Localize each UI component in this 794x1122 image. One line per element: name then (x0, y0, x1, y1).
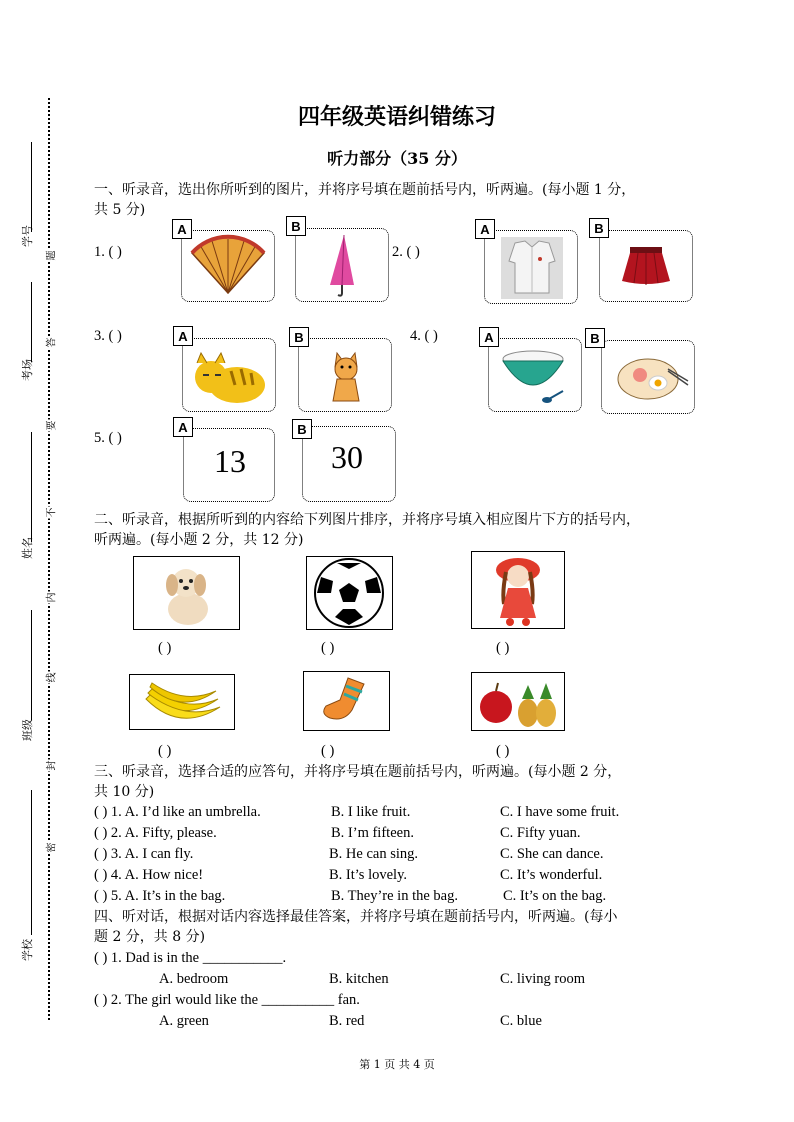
option-b-tag: B (289, 327, 309, 347)
s3-question[interactable]: ( ) 2. A. Fifty, please. (94, 825, 217, 841)
q5-option-a[interactable] (183, 428, 275, 502)
s3-question[interactable]: ( ) 3. A. I can fly. (94, 846, 194, 862)
tiger-icon (183, 339, 275, 411)
section2-heading: 二、听录音，根据所听到的内容给下列图片排序，并将序号填入相应图片下方的括号内， (94, 512, 640, 528)
bananas-icon (130, 675, 234, 729)
class-blank[interactable] (31, 610, 32, 720)
class-label: 班级 (21, 719, 34, 741)
page-title: 四年级英语纠错练习 (297, 104, 496, 130)
option-a-tag: A (173, 417, 193, 437)
exam-room-label: 考场 (21, 359, 34, 381)
option-b-tag: B (292, 419, 312, 439)
number-13: 13 (214, 443, 246, 479)
folding-fan-icon (182, 231, 274, 301)
seal-char: 答 (43, 337, 58, 349)
s3-option-c: C. Fifty yuan. (500, 825, 581, 841)
number-30: 30 (331, 439, 363, 475)
binding-dotted-line (48, 98, 50, 1020)
exam-room-blank[interactable] (31, 282, 32, 362)
picture-bananas (129, 674, 235, 730)
umbrella-icon (296, 229, 388, 301)
section1-heading: 一、听录音，选出你所听到的图片，并将序号填在题前括号内，听两遍。(每小题 1 分， (94, 182, 636, 198)
s4-question[interactable]: ( ) 1. Dad is in the ___________. (94, 950, 287, 966)
order-bracket[interactable]: ( ) (158, 640, 172, 656)
order-bracket[interactable]: ( ) (321, 743, 335, 759)
skirt-icon (600, 231, 692, 301)
picture-apple-pineapple (471, 672, 565, 731)
section4-heading: 四、听对话，根据对话内容选择最佳答案，并将序号填在题前括号内，听两遍。(每小 (94, 909, 618, 925)
option-a-tag: A (173, 326, 193, 346)
rice-bowl-icon (489, 339, 581, 411)
order-bracket[interactable]: ( ) (496, 640, 510, 656)
name-blank[interactable] (31, 432, 32, 542)
q2-option-a[interactable] (484, 230, 578, 304)
picture-doll (471, 551, 565, 629)
section3-heading: 三、听录音，选择合适的应答句，并将序号填在题前括号内，听两遍。(每小题 2 分， (94, 764, 622, 780)
soccer-ball-icon (307, 557, 392, 629)
s3-option-b: B. It’s lovely. (329, 867, 408, 883)
q2-option-b[interactable] (599, 230, 693, 302)
order-bracket[interactable]: ( ) (496, 743, 510, 759)
section3-heading-cont: 共 10 分) (94, 784, 155, 800)
page-footer: 第 1 页 共 4 页 (359, 1058, 435, 1071)
s3-option-b: B. I like fruit. (331, 804, 411, 820)
q3-option-b[interactable] (298, 338, 392, 412)
order-bracket[interactable]: ( ) (158, 743, 172, 759)
option-a-tag: A (479, 327, 499, 347)
name-label: 姓名 (21, 537, 34, 559)
s3-option-b: B. They’re in the bag. (331, 888, 458, 904)
s4-option-c: C. living room (500, 971, 585, 987)
q3-bracket[interactable]: 3. ( ) (94, 328, 122, 344)
cat-icon (299, 339, 391, 411)
s3-option-c: C. It’s wonderful. (500, 867, 603, 883)
q1-bracket[interactable]: 1. ( ) (94, 244, 122, 260)
q5-option-b[interactable] (302, 426, 396, 502)
seal-char: 密 (43, 842, 58, 854)
q3-option-a[interactable] (182, 338, 276, 412)
seal-char: 封 (43, 760, 58, 772)
socks-icon (304, 672, 389, 730)
picture-puppy (133, 556, 240, 630)
doll-icon (472, 552, 564, 628)
q4-option-a[interactable] (488, 338, 582, 412)
s3-option-c: C. It’s on the bag. (503, 888, 607, 904)
s4-option-b: B. red (329, 1013, 365, 1029)
seal-char: 内 (43, 592, 58, 604)
seal-char: 线 (43, 672, 58, 684)
q2-bracket[interactable]: 2. ( ) (392, 244, 420, 260)
q4-bracket[interactable]: 4. ( ) (410, 328, 438, 344)
q1-option-b[interactable] (295, 228, 389, 302)
seal-char: 不 (43, 507, 58, 519)
school-label: 学校 (21, 939, 34, 961)
s3-option-b: B. I’m fifteen. (331, 825, 414, 841)
seal-char: 题 (43, 250, 58, 262)
order-bracket[interactable]: ( ) (321, 640, 335, 656)
s3-question[interactable]: ( ) 4. A. How nice! (94, 867, 204, 883)
q1-option-a[interactable] (181, 230, 275, 302)
s4-option-b: B. kitchen (329, 971, 389, 987)
seal-char: 要 (43, 420, 58, 432)
option-a-tag: A (172, 219, 192, 239)
option-b-tag: B (286, 216, 306, 236)
section1-heading-cont: 共 5 分) (94, 202, 146, 218)
q5-bracket[interactable]: 5. ( ) (94, 430, 122, 446)
s4-question[interactable]: ( ) 2. The girl would like the __________ fan. (94, 992, 360, 1008)
page-subtitle: 听力部分（35 分） (327, 149, 467, 168)
section4-heading-cont: 题 2 分，共 8 分) (94, 929, 206, 945)
s3-option-c: C. She can dance. (500, 846, 604, 862)
s3-question[interactable]: ( ) 1. A. I’d like an umbrella. (94, 804, 261, 820)
puppy-icon (134, 557, 239, 629)
school-blank[interactable] (31, 790, 32, 935)
option-a-tag: A (475, 219, 495, 239)
s3-option-c: C. I have some fruit. (500, 804, 620, 820)
s4-option-c: C. blue (500, 1013, 542, 1029)
picture-soccer-ball (306, 556, 393, 630)
s4-option-a: A. green (159, 1013, 209, 1029)
student-id-label: 学号 (21, 225, 34, 247)
s3-question[interactable]: ( ) 5. A. It’s in the bag. (94, 888, 226, 904)
q4-option-b[interactable] (601, 340, 695, 414)
picture-socks (303, 671, 390, 731)
s4-option-a: A. bedroom (159, 971, 229, 987)
noodles-icon (602, 341, 694, 413)
option-b-tag: B (589, 218, 609, 238)
section2-heading-cont: 听两遍。(每小题 2 分，共 12 分) (94, 532, 304, 548)
s3-option-b: B. He can sing. (329, 846, 418, 862)
apple-pineapple-icon (472, 673, 564, 730)
option-b-tag: B (585, 328, 605, 348)
shirt-icon (485, 231, 577, 303)
